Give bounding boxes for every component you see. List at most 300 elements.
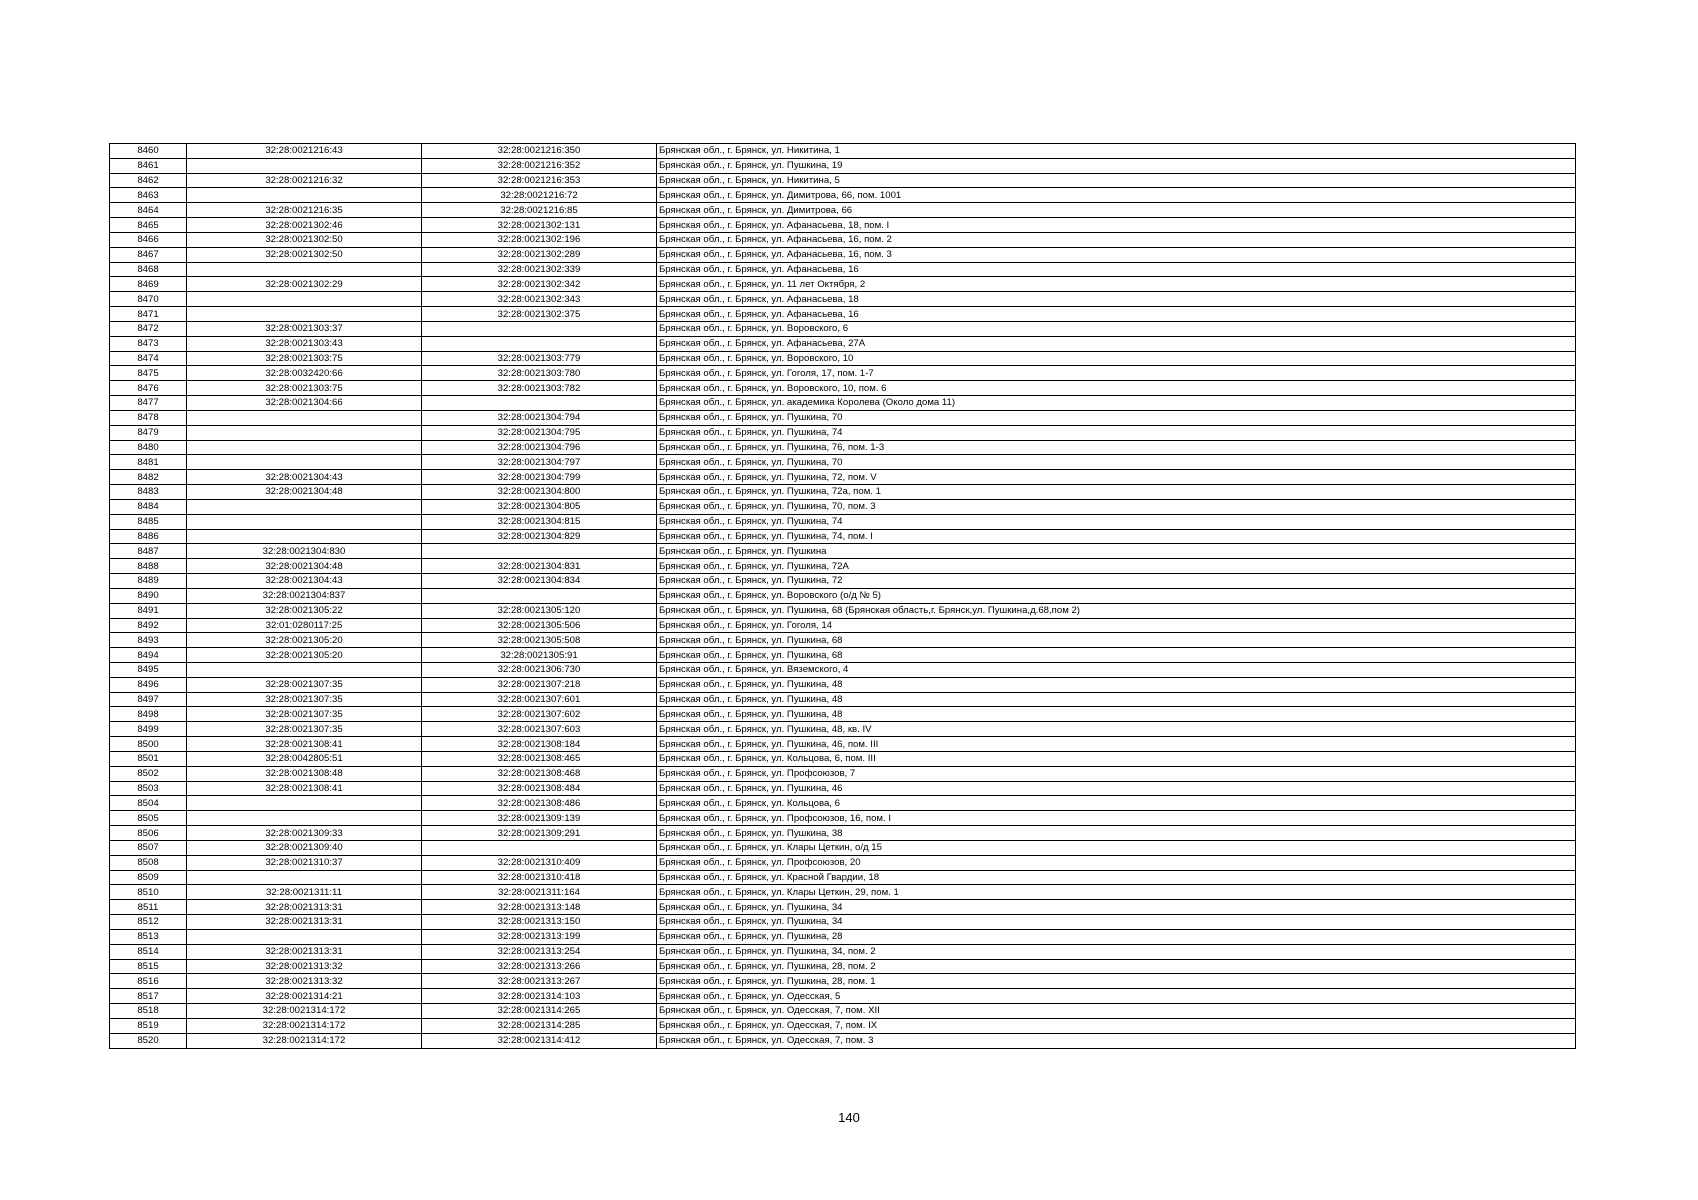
object-cadastral-cell: 32:28:0021302:196	[422, 232, 657, 247]
object-cadastral-cell: 32:28:0021304:796	[422, 440, 657, 455]
object-cadastral-cell: 32:28:0021304:800	[422, 485, 657, 500]
address-cell: Брянская обл., г. Брянск, ул. Пушкина, 68 (Брянская область,г. Брянск,ул. Пушкина,д.68,пом 2)	[657, 603, 1576, 618]
object-cadastral-cell: 32:28:0021313:254	[422, 944, 657, 959]
land-cadastral-cell: 32:28:0021305:20	[187, 633, 422, 648]
table-row	[110, 707, 1576, 722]
row-number-cell: 8489	[110, 574, 187, 589]
object-cadastral-cell: 32:28:0021311:164	[422, 885, 657, 900]
object-cadastral-cell: 32:28:0021304:834	[422, 574, 657, 589]
row-number-cell: 8486	[110, 529, 187, 544]
land-cadastral-cell: 32:28:0021304:66	[187, 396, 422, 411]
row-number-cell: 8471	[110, 307, 187, 322]
land-cadastral-cell: 32:28:0021309:40	[187, 840, 422, 855]
land-cadastral-cell: 32:28:0021308:41	[187, 737, 422, 752]
land-cadastral-cell: 32:28:0021313:32	[187, 959, 422, 974]
address-cell: Брянская обл., г. Брянск, ул. Гоголя, 14	[657, 618, 1576, 633]
row-number-cell: 8474	[110, 351, 187, 366]
address-cell: Брянская обл., г. Брянск, ул. Одесская, 7, пом. IX	[657, 1018, 1576, 1033]
land-cadastral-cell: 32:28:0021304:48	[187, 559, 422, 574]
row-number-cell: 8494	[110, 648, 187, 663]
land-cadastral-cell: 32:28:0021314:21	[187, 989, 422, 1004]
land-cadastral-cell	[187, 514, 422, 529]
table-row	[110, 900, 1576, 915]
table-row	[110, 1018, 1576, 1033]
registry-table-container	[109, 143, 1575, 1049]
table-row	[110, 277, 1576, 292]
table-row	[110, 929, 1576, 944]
row-number-cell: 8479	[110, 425, 187, 440]
object-cadastral-cell: 32:28:0021307:601	[422, 692, 657, 707]
table-row	[110, 1004, 1576, 1019]
row-number-cell: 8507	[110, 840, 187, 855]
object-cadastral-cell: 32:28:0021313:150	[422, 915, 657, 930]
table-row	[110, 959, 1576, 974]
land-cadastral-cell: 32:28:0021310:37	[187, 855, 422, 870]
address-cell: Брянская обл., г. Брянск, ул. Афанасьева, 16	[657, 262, 1576, 277]
land-cadastral-cell: 32:28:0021303:75	[187, 381, 422, 396]
land-cadastral-cell: 32:01:0280117:25	[187, 618, 422, 633]
land-cadastral-cell	[187, 307, 422, 322]
table-row	[110, 381, 1576, 396]
land-cadastral-cell: 32:28:0021302:29	[187, 277, 422, 292]
address-cell: Брянская обл., г. Брянск, ул. Красной Гвардии, 18	[657, 870, 1576, 885]
land-cadastral-cell: 32:28:0021302:50	[187, 232, 422, 247]
page-number: 140	[838, 1110, 860, 1125]
address-cell: Брянская обл., г. Брянск, ул. Пушкина, 68	[657, 648, 1576, 663]
land-cadastral-cell	[187, 929, 422, 944]
object-cadastral-cell: 32:28:0021302:131	[422, 218, 657, 233]
table-row	[110, 1033, 1576, 1048]
row-number-cell: 8485	[110, 514, 187, 529]
land-cadastral-cell	[187, 158, 422, 173]
object-cadastral-cell: 32:28:0021314:265	[422, 1004, 657, 1019]
land-cadastral-cell: 32:28:0021308:41	[187, 781, 422, 796]
table-body	[110, 144, 1576, 1049]
land-cadastral-cell	[187, 796, 422, 811]
land-cadastral-cell: 32:28:0021307:35	[187, 722, 422, 737]
land-cadastral-cell: 32:28:0021304:48	[187, 485, 422, 500]
object-cadastral-cell: 32:28:0021216:85	[422, 203, 657, 218]
row-number-cell: 8492	[110, 618, 187, 633]
address-cell: Брянская обл., г. Брянск, ул. Пушкина, 68	[657, 633, 1576, 648]
object-cadastral-cell: 32:28:0021304:805	[422, 499, 657, 514]
table-row	[110, 677, 1576, 692]
table-row	[110, 974, 1576, 989]
table-row	[110, 336, 1576, 351]
object-cadastral-cell: 32:28:0021313:199	[422, 929, 657, 944]
table-row	[110, 232, 1576, 247]
row-number-cell: 8472	[110, 321, 187, 336]
land-cadastral-cell: 32:28:0032420:66	[187, 366, 422, 381]
object-cadastral-cell: 32:28:0021304:794	[422, 410, 657, 425]
address-cell: Брянская обл., г. Брянск, ул. Воровского, 6	[657, 321, 1576, 336]
object-cadastral-cell: 32:28:0021304:795	[422, 425, 657, 440]
table-row	[110, 588, 1576, 603]
land-cadastral-cell: 32:28:0021303:43	[187, 336, 422, 351]
address-cell: Брянская обл., г. Брянск, ул. Никитина, 1	[657, 144, 1576, 159]
row-number-cell: 8473	[110, 336, 187, 351]
row-number-cell: 8506	[110, 826, 187, 841]
land-cadastral-cell: 32:28:0021308:48	[187, 766, 422, 781]
table-row	[110, 144, 1576, 159]
address-cell: Брянская обл., г. Брянск, ул. Пушкина, 70	[657, 455, 1576, 470]
object-cadastral-cell: 32:28:0021303:782	[422, 381, 657, 396]
address-cell: Брянская обл., г. Брянск, ул. Афанасьева, 27А	[657, 336, 1576, 351]
table-row	[110, 158, 1576, 173]
object-cadastral-cell: 32:28:0021302:339	[422, 262, 657, 277]
row-number-cell: 8461	[110, 158, 187, 173]
table-row	[110, 574, 1576, 589]
address-cell: Брянская обл., г. Брянск, ул. Пушкина, 46, пом. III	[657, 737, 1576, 752]
land-cadastral-cell: 32:28:0021314:172	[187, 1018, 422, 1033]
table-row	[110, 766, 1576, 781]
row-number-cell: 8509	[110, 870, 187, 885]
object-cadastral-cell: 32:28:0021304:829	[422, 529, 657, 544]
address-cell: Брянская обл., г. Брянск, ул. Пушкина, 19	[657, 158, 1576, 173]
row-number-cell: 8517	[110, 989, 187, 1004]
land-cadastral-cell: 32:28:0021302:50	[187, 247, 422, 262]
row-number-cell: 8514	[110, 944, 187, 959]
address-cell: Брянская обл., г. Брянск, ул. Пушкина, 72а, пом. 1	[657, 485, 1576, 500]
address-cell: Брянская обл., г. Брянск, ул. Воровского, 10, пом. 6	[657, 381, 1576, 396]
address-cell: Брянская обл., г. Брянск, ул. Профсоюзов, 16, пом. I	[657, 811, 1576, 826]
land-cadastral-cell	[187, 262, 422, 277]
table-row	[110, 321, 1576, 336]
land-cadastral-cell: 32:28:0021303:37	[187, 321, 422, 336]
row-number-cell: 8480	[110, 440, 187, 455]
table-row	[110, 618, 1576, 633]
object-cadastral-cell	[422, 588, 657, 603]
address-cell: Брянская обл., г. Брянск, ул. Пушкина, 70	[657, 410, 1576, 425]
address-cell: Брянская обл., г. Брянск, ул. Пушкина, 28, пом. 2	[657, 959, 1576, 974]
row-number-cell: 8505	[110, 811, 187, 826]
row-number-cell: 8465	[110, 218, 187, 233]
table-row	[110, 262, 1576, 277]
row-number-cell: 8482	[110, 470, 187, 485]
address-cell: Брянская обл., г. Брянск, ул. Одесская, 5	[657, 989, 1576, 1004]
object-cadastral-cell: 32:28:0021307:602	[422, 707, 657, 722]
land-cadastral-cell: 32:28:0021307:35	[187, 707, 422, 722]
table-row	[110, 648, 1576, 663]
table-row	[110, 840, 1576, 855]
object-cadastral-cell: 32:28:0021305:91	[422, 648, 657, 663]
land-cadastral-cell	[187, 870, 422, 885]
table-row	[110, 440, 1576, 455]
object-cadastral-cell: 32:28:0021314:285	[422, 1018, 657, 1033]
row-number-cell: 8462	[110, 173, 187, 188]
table-row	[110, 307, 1576, 322]
land-cadastral-cell: 32:28:0021216:32	[187, 173, 422, 188]
address-cell: Брянская обл., г. Брянск, ул. Пушкина, 72	[657, 574, 1576, 589]
object-cadastral-cell: 32:28:0021302:375	[422, 307, 657, 322]
address-cell: Брянская обл., г. Брянск, ул. Афанасьева, 18, пом. I	[657, 218, 1576, 233]
table-row	[110, 633, 1576, 648]
object-cadastral-cell: 32:28:0021308:486	[422, 796, 657, 811]
address-cell: Брянская обл., г. Брянск, ул. Одесская, 7, пом. XII	[657, 1004, 1576, 1019]
address-cell: Брянская обл., г. Брянск, ул. Вяземского, 4	[657, 662, 1576, 677]
land-cadastral-cell: 32:28:0021216:43	[187, 144, 422, 159]
row-number-cell: 8519	[110, 1018, 187, 1033]
address-cell: Брянская обл., г. Брянск, ул. Пушкина, 28, пом. 1	[657, 974, 1576, 989]
row-number-cell: 8496	[110, 677, 187, 692]
table-row	[110, 203, 1576, 218]
address-cell: Брянская обл., г. Брянск, ул. Никитина, 5	[657, 173, 1576, 188]
object-cadastral-cell: 32:28:0021306:730	[422, 662, 657, 677]
table-row	[110, 470, 1576, 485]
table-row	[110, 218, 1576, 233]
object-cadastral-cell	[422, 321, 657, 336]
land-cadastral-cell: 32:28:0021304:43	[187, 574, 422, 589]
land-cadastral-cell: 32:28:0021304:43	[187, 470, 422, 485]
table-row	[110, 989, 1576, 1004]
object-cadastral-cell	[422, 840, 657, 855]
address-cell: Брянская обл., г. Брянск, ул. академика Королева (Около дома 11)	[657, 396, 1576, 411]
land-cadastral-cell	[187, 499, 422, 514]
table-row	[110, 514, 1576, 529]
object-cadastral-cell: 32:28:0021216:350	[422, 144, 657, 159]
address-cell: Брянская обл., г. Брянск, ул. Пушкина, 38	[657, 826, 1576, 841]
table-row	[110, 499, 1576, 514]
land-cadastral-cell: 32:28:0021305:22	[187, 603, 422, 618]
table-row	[110, 366, 1576, 381]
row-number-cell: 8484	[110, 499, 187, 514]
object-cadastral-cell	[422, 544, 657, 559]
row-number-cell: 8515	[110, 959, 187, 974]
table-row	[110, 396, 1576, 411]
row-number-cell: 8490	[110, 588, 187, 603]
object-cadastral-cell: 32:28:0021216:353	[422, 173, 657, 188]
row-number-cell: 8483	[110, 485, 187, 500]
table-row	[110, 751, 1576, 766]
object-cadastral-cell: 32:28:0021302:343	[422, 292, 657, 307]
land-cadastral-cell: 32:28:0021307:35	[187, 692, 422, 707]
row-number-cell: 8510	[110, 885, 187, 900]
land-cadastral-cell	[187, 425, 422, 440]
row-number-cell: 8498	[110, 707, 187, 722]
address-cell: Брянская обл., г. Брянск, ул. Воровского, 10	[657, 351, 1576, 366]
address-cell: Брянская обл., г. Брянск, ул. Пушкина, 34	[657, 915, 1576, 930]
table-row	[110, 870, 1576, 885]
land-cadastral-cell	[187, 529, 422, 544]
address-cell: Брянская обл., г. Брянск, ул. Афанасьева, 16, пом. 2	[657, 232, 1576, 247]
address-cell: Брянская обл., г. Брянск, ул. Пушкина, 70, пом. 3	[657, 499, 1576, 514]
land-cadastral-cell: 32:28:0021216:35	[187, 203, 422, 218]
row-number-cell: 8478	[110, 410, 187, 425]
address-cell: Брянская обл., г. Брянск, ул. Пушкина, 48	[657, 692, 1576, 707]
row-number-cell: 8520	[110, 1033, 187, 1048]
row-number-cell: 8470	[110, 292, 187, 307]
object-cadastral-cell: 32:28:0021310:409	[422, 855, 657, 870]
row-number-cell: 8475	[110, 366, 187, 381]
object-cadastral-cell: 32:28:0021303:779	[422, 351, 657, 366]
land-cadastral-cell: 32:28:0021307:35	[187, 677, 422, 692]
address-cell: Брянская обл., г. Брянск, ул. Пушкина, 72, пом. V	[657, 470, 1576, 485]
row-number-cell: 8491	[110, 603, 187, 618]
object-cadastral-cell: 32:28:0021309:291	[422, 826, 657, 841]
row-number-cell: 8468	[110, 262, 187, 277]
table-row	[110, 662, 1576, 677]
land-cadastral-cell: 32:28:0042805:51	[187, 751, 422, 766]
table-row	[110, 544, 1576, 559]
land-cadastral-cell: 32:28:0021314:172	[187, 1004, 422, 1019]
object-cadastral-cell: 32:28:0021305:506	[422, 618, 657, 633]
table-row	[110, 425, 1576, 440]
address-cell: Брянская обл., г. Брянск, ул. Пушкина, 48	[657, 677, 1576, 692]
row-number-cell: 8518	[110, 1004, 187, 1019]
object-cadastral-cell: 32:28:0021308:184	[422, 737, 657, 752]
land-cadastral-cell: 32:28:0021304:830	[187, 544, 422, 559]
row-number-cell: 8500	[110, 737, 187, 752]
land-cadastral-cell	[187, 188, 422, 203]
address-cell: Брянская обл., г. Брянск, ул. Пушкина, 72А	[657, 559, 1576, 574]
table-row	[110, 188, 1576, 203]
table-row	[110, 247, 1576, 262]
table-row	[110, 781, 1576, 796]
row-number-cell: 8504	[110, 796, 187, 811]
table-row	[110, 410, 1576, 425]
row-number-cell: 8481	[110, 455, 187, 470]
row-number-cell: 8499	[110, 722, 187, 737]
object-cadastral-cell: 32:28:0021307:603	[422, 722, 657, 737]
address-cell: Брянская обл., г. Брянск, ул. Одесская, 7, пом. 3	[657, 1033, 1576, 1048]
address-cell: Брянская обл., г. Брянск, ул. Пушкина, 48	[657, 707, 1576, 722]
object-cadastral-cell	[422, 396, 657, 411]
land-cadastral-cell	[187, 811, 422, 826]
land-cadastral-cell: 32:28:0021302:46	[187, 218, 422, 233]
table-row	[110, 603, 1576, 618]
table-row	[110, 485, 1576, 500]
row-number-cell: 8513	[110, 929, 187, 944]
address-cell: Брянская обл., г. Брянск, ул. Пушкина, 48, кв. IV	[657, 722, 1576, 737]
object-cadastral-cell	[422, 336, 657, 351]
land-cadastral-cell: 32:28:0021313:32	[187, 974, 422, 989]
address-cell: Брянская обл., г. Брянск, ул. Пушкина, 46	[657, 781, 1576, 796]
row-number-cell: 8469	[110, 277, 187, 292]
land-cadastral-cell: 32:28:0021305:20	[187, 648, 422, 663]
address-cell: Брянская обл., г. Брянск, ул. Профсоюзов, 20	[657, 855, 1576, 870]
table-row	[110, 722, 1576, 737]
address-cell: Брянская обл., г. Брянск, ул. Кольцова, 6, пом. III	[657, 751, 1576, 766]
address-cell: Брянская обл., г. Брянск, ул. Гоголя, 17, пом. 1-7	[657, 366, 1576, 381]
address-cell: Брянская обл., г. Брянск, ул. Клары Цеткин, 29, пом. 1	[657, 885, 1576, 900]
row-number-cell: 8463	[110, 188, 187, 203]
object-cadastral-cell: 32:28:0021304:815	[422, 514, 657, 529]
table-row	[110, 559, 1576, 574]
land-cadastral-cell	[187, 455, 422, 470]
object-cadastral-cell: 32:28:0021313:148	[422, 900, 657, 915]
row-number-cell: 8502	[110, 766, 187, 781]
land-cadastral-cell: 32:28:0021313:31	[187, 915, 422, 930]
object-cadastral-cell: 32:28:0021308:468	[422, 766, 657, 781]
land-cadastral-cell	[187, 292, 422, 307]
object-cadastral-cell: 32:28:0021304:797	[422, 455, 657, 470]
table-row	[110, 173, 1576, 188]
table-row	[110, 811, 1576, 826]
registry-table	[109, 143, 1576, 1049]
address-cell: Брянская обл., г. Брянск, ул. Пушкина, 74	[657, 425, 1576, 440]
land-cadastral-cell: 32:28:0021303:75	[187, 351, 422, 366]
address-cell: Брянская обл., г. Брянск, ул. Афанасьева, 16, пом. 3	[657, 247, 1576, 262]
address-cell: Брянская обл., г. Брянск, ул. Профсоюзов, 7	[657, 766, 1576, 781]
row-number-cell: 8488	[110, 559, 187, 574]
row-number-cell: 8495	[110, 662, 187, 677]
address-cell: Брянская обл., г. Брянск, ул. 11 лет Октября, 2	[657, 277, 1576, 292]
land-cadastral-cell: 32:28:0021314:172	[187, 1033, 422, 1048]
row-number-cell: 8501	[110, 751, 187, 766]
table-row	[110, 855, 1576, 870]
land-cadastral-cell: 32:28:0021313:31	[187, 900, 422, 915]
object-cadastral-cell: 32:28:0021304:831	[422, 559, 657, 574]
row-number-cell: 8497	[110, 692, 187, 707]
address-cell: Брянская обл., г. Брянск, ул. Пушкина, 74, пом. I	[657, 529, 1576, 544]
table-row	[110, 826, 1576, 841]
object-cadastral-cell: 32:28:0021308:465	[422, 751, 657, 766]
object-cadastral-cell: 32:28:0021313:267	[422, 974, 657, 989]
row-number-cell: 8460	[110, 144, 187, 159]
row-number-cell: 8511	[110, 900, 187, 915]
object-cadastral-cell: 32:28:0021302:342	[422, 277, 657, 292]
table-row	[110, 796, 1576, 811]
table-row	[110, 692, 1576, 707]
address-cell: Брянская обл., г. Брянск, ул. Пушкина, 74	[657, 514, 1576, 529]
row-number-cell: 8493	[110, 633, 187, 648]
object-cadastral-cell: 32:28:0021303:780	[422, 366, 657, 381]
object-cadastral-cell: 32:28:0021307:218	[422, 677, 657, 692]
row-number-cell: 8508	[110, 855, 187, 870]
row-number-cell: 8512	[110, 915, 187, 930]
address-cell: Брянская обл., г. Брянск, ул. Пушкина, 34, пом. 2	[657, 944, 1576, 959]
row-number-cell: 8503	[110, 781, 187, 796]
object-cadastral-cell: 32:28:0021302:289	[422, 247, 657, 262]
address-cell: Брянская обл., г. Брянск, ул. Афанасьева, 16	[657, 307, 1576, 322]
address-cell: Брянская обл., г. Брянск, ул. Воровского (о/д № 5)	[657, 588, 1576, 603]
land-cadastral-cell: 32:28:0021309:33	[187, 826, 422, 841]
table-row	[110, 529, 1576, 544]
object-cadastral-cell: 32:28:0021310:418	[422, 870, 657, 885]
table-row	[110, 737, 1576, 752]
table-row	[110, 944, 1576, 959]
object-cadastral-cell: 32:28:0021305:120	[422, 603, 657, 618]
row-number-cell: 8466	[110, 232, 187, 247]
row-number-cell: 8467	[110, 247, 187, 262]
address-cell: Брянская обл., г. Брянск, ул. Пушкина	[657, 544, 1576, 559]
address-cell: Брянская обл., г. Брянск, ул. Димитрова, 66, пом. 1001	[657, 188, 1576, 203]
address-cell: Брянская обл., г. Брянск, ул. Пушкина, 76, пом. 1-3	[657, 440, 1576, 455]
address-cell: Брянская обл., г. Брянск, ул. Кольцова, 6	[657, 796, 1576, 811]
land-cadastral-cell	[187, 440, 422, 455]
row-number-cell: 8487	[110, 544, 187, 559]
land-cadastral-cell: 32:28:0021313:31	[187, 944, 422, 959]
table-row	[110, 885, 1576, 900]
address-cell: Брянская обл., г. Брянск, ул. Афанасьева, 18	[657, 292, 1576, 307]
address-cell: Брянская обл., г. Брянск, ул. Пушкина, 34	[657, 900, 1576, 915]
address-cell: Брянская обл., г. Брянск, ул. Димитрова, 66	[657, 203, 1576, 218]
address-cell: Брянская обл., г. Брянск, ул. Пушкина, 28	[657, 929, 1576, 944]
address-cell: Брянская обл., г. Брянск, ул. Клары Цеткин, о/д 15	[657, 840, 1576, 855]
row-number-cell: 8477	[110, 396, 187, 411]
object-cadastral-cell: 32:28:0021309:139	[422, 811, 657, 826]
object-cadastral-cell: 32:28:0021216:72	[422, 188, 657, 203]
object-cadastral-cell: 32:28:0021216:352	[422, 158, 657, 173]
table-row	[110, 915, 1576, 930]
object-cadastral-cell: 32:28:0021305:508	[422, 633, 657, 648]
row-number-cell: 8464	[110, 203, 187, 218]
object-cadastral-cell: 32:28:0021313:266	[422, 959, 657, 974]
object-cadastral-cell: 32:28:0021314:103	[422, 989, 657, 1004]
object-cadastral-cell: 32:28:0021308:484	[422, 781, 657, 796]
table-row	[110, 455, 1576, 470]
land-cadastral-cell: 32:28:0021311:11	[187, 885, 422, 900]
